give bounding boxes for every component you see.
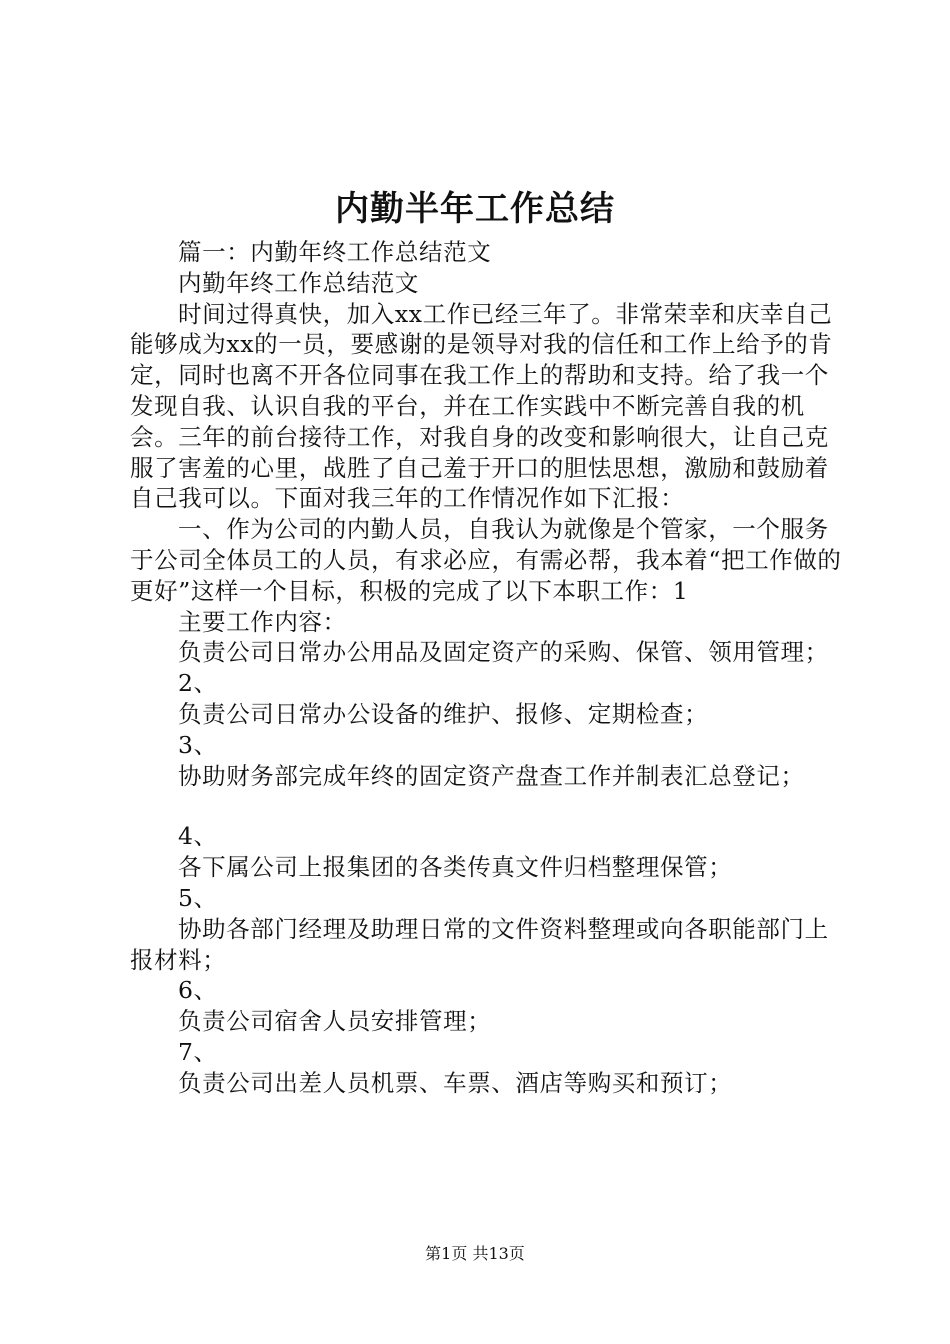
paragraph-duty-1: 负责公司日常办公用品及固定资产的采购、保管、领用管理；	[178, 638, 829, 667]
paragraph-number-2: 2、	[178, 669, 218, 698]
paragraph-duty-5: 协助各部门经理及助理日常的文件资料整理或向各职能部门上报材料；	[130, 914, 829, 974]
paragraph-subtitle: 内勤年终工作总结范文	[178, 268, 419, 297]
document-title: 内勤半年工作总结	[335, 189, 615, 229]
paragraph-section-one: 一、作为公司的内勤人员，自我认为就像是个管家，一个服务于公司全体员工的人员，有求必应，有需必帮，我本着“把工作做的更好”这样一个目标，积极的完成了以下本职工作：1	[130, 515, 842, 605]
paragraph-duty-6: 负责公司宿舍人员安排管理；	[178, 1007, 492, 1036]
paragraph-number-3: 3、	[178, 730, 218, 759]
paragraph-duty-2: 负责公司日常办公设备的维护、报修、定期检查；	[178, 699, 709, 728]
paragraph-number-7: 7、	[178, 1037, 218, 1066]
page-number-footer: 第1页 共13页	[425, 1244, 525, 1263]
paragraph-intro: 时间过得真快，加入xx工作已经三年了。非常荣幸和庆幸自己能够成为xx的一员，要感谢的是领导对我的信任和工作上给予的肯定，同时也离不开各位同事在我工作上的帮助和支持。给了我一个发现自我、认识自我的平台，并在工作实践中不断完善自我的机会。三年的前台接待工作，对我自身的改变和影响很大，让自己克服了害羞的心里，战胜了自己羞于开口的胆怯思想，激励和鼓励着自己我可以。下面对我三年的工作情况作如下汇报：	[130, 299, 833, 513]
paragraph-duty-4: 各下属公司上报集团的各类传真文件归档整理保管；	[178, 853, 733, 882]
paragraph-section-heading: 篇一：内勤年终工作总结范文	[178, 238, 492, 266]
paragraph-number-6: 6、	[178, 976, 218, 1005]
paragraph-number-5: 5、	[178, 883, 218, 912]
paragraph-main-duties-heading: 主要工作内容：	[178, 607, 347, 636]
document-body	[130, 237, 850, 1099]
paragraph-duty-7: 负责公司出差人员机票、车票、酒店等购买和预订；	[178, 1068, 733, 1097]
paragraph-duty-3: 协助财务部完成年终的固定资产盘查工作并制表汇总登记；	[178, 761, 805, 790]
paragraph-number-4: 4、	[178, 822, 218, 851]
